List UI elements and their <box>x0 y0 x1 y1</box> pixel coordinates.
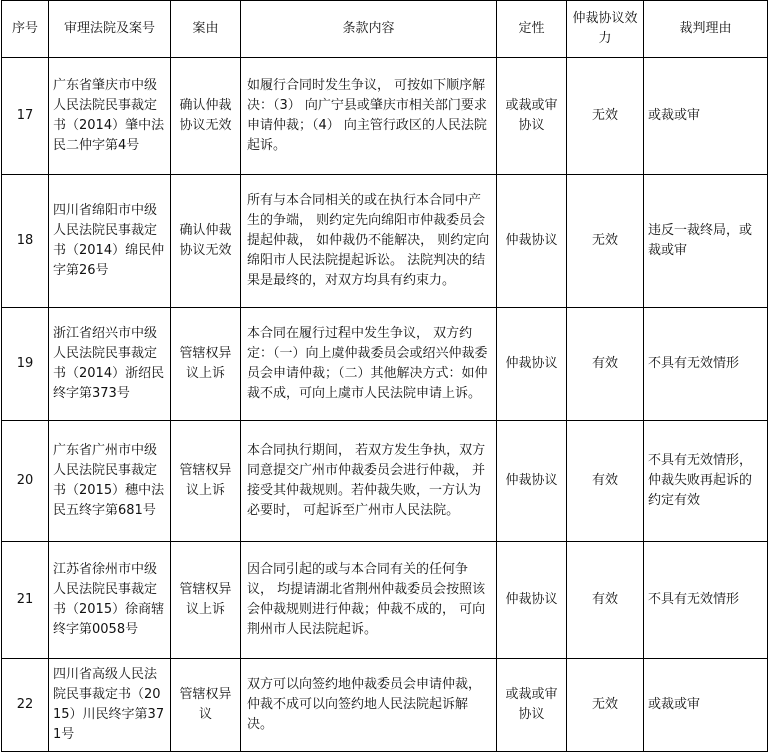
cell-court: 江苏省徐州市中级人民法院民事裁定书（2015）徐商辖终字第0058号 <box>49 542 171 659</box>
cell-terms: 如履行合同时发生争议， 可按如下顺序解决：（3） 向广宁县或肇庆市相关部门要求申请仲裁；（4） 向主管行政区的人民法院起诉。 <box>241 58 497 175</box>
header-nature: 定性 <box>497 1 567 58</box>
cell-no: 22 <box>2 659 49 752</box>
case-table <box>1 0 768 752</box>
cell-validity: 无效 <box>567 58 644 175</box>
cell-terms: 本合同执行期间， 若双方发生争执，双方同意提交广州市仲裁委员会进行仲裁， 并接受其仲裁规则。若仲裁失败，一方认为必要时， 可起诉至广州市人民法院。 <box>241 421 497 542</box>
cell-reason: 不具有无效情形，仲裁失败再起诉的约定有效 <box>644 421 768 542</box>
header-terms: 条款内容 <box>241 1 497 58</box>
cell-nature: 仲裁协议 <box>497 175 567 308</box>
cell-nature: 或裁或审协议 <box>497 659 567 752</box>
cell-nature: 仲裁协议 <box>497 308 567 421</box>
table-row <box>2 58 768 175</box>
cell-cause: 管辖权异议上诉 <box>171 542 241 659</box>
cell-nature: 仲裁协议 <box>497 421 567 542</box>
cell-cause: 管辖权异议上诉 <box>171 308 241 421</box>
cell-reason: 不具有无效情形 <box>644 542 768 659</box>
table-row <box>2 308 768 421</box>
table-row <box>2 659 768 752</box>
cell-nature: 仲裁协议 <box>497 542 567 659</box>
table-row <box>2 542 768 659</box>
cell-court: 广东省肇庆市中级人民法院民事裁定书（2014）肇中法民二仲字第4号 <box>49 58 171 175</box>
header-row <box>2 1 768 58</box>
cell-no: 21 <box>2 542 49 659</box>
header-no: 序号 <box>2 1 49 58</box>
cell-validity: 有效 <box>567 308 644 421</box>
table-row <box>2 175 768 308</box>
cell-court: 浙江省绍兴市中级人民法院民事裁定书（2014）浙绍民终字第373号 <box>49 308 171 421</box>
cell-reason: 或裁或审 <box>644 659 768 752</box>
cell-validity: 有效 <box>567 542 644 659</box>
cell-cause: 管辖权异议上诉 <box>171 421 241 542</box>
cell-cause: 确认仲裁协议无效 <box>171 175 241 308</box>
cell-reason: 或裁或审 <box>644 58 768 175</box>
cell-no: 19 <box>2 308 49 421</box>
cell-validity: 无效 <box>567 175 644 308</box>
header-validity: 仲裁协议效力 <box>567 1 644 58</box>
cell-terms: 因合同引起的或与本合同有关的任何争议， 均提请湖北省荆州仲裁委员会按照该会仲裁规则进行仲裁；仲裁不成的， 可向荆州市人民法院起诉。 <box>241 542 497 659</box>
cell-cause: 管辖权异议 <box>171 659 241 752</box>
cell-validity: 无效 <box>567 659 644 752</box>
header-court: 审理法院及案号 <box>49 1 171 58</box>
cell-court: 广东省广州市中级人民法院民事裁定书（2015）穗中法民五终字第681号 <box>49 421 171 542</box>
cell-court: 四川省高级人民法院民事裁定书（2015）川民终字第371号 <box>49 659 171 752</box>
cell-terms: 本合同在履行过程中发生争议， 双方约定：（一）向上虞仲裁委员会或绍兴仲裁委员会申请仲裁；（二）其他解决方式：如仲裁不成，可向上虞市人民法院申请上诉。 <box>241 308 497 421</box>
cell-validity: 有效 <box>567 421 644 542</box>
cell-terms: 双方可以向签约地仲裁委员会申请仲裁， 仲裁不成可以向签约地人民法院起诉解决。 <box>241 659 497 752</box>
cell-reason: 违反一裁终局，或裁或审 <box>644 175 768 308</box>
cell-reason: 不具有无效情形 <box>644 308 768 421</box>
cell-no: 20 <box>2 421 49 542</box>
header-cause: 案由 <box>171 1 241 58</box>
cell-court: 四川省绵阳市中级人民法院民事裁定书（2014）绵民仲字第26号 <box>49 175 171 308</box>
cell-nature: 或裁或审协议 <box>497 58 567 175</box>
cell-terms: 所有与本合同相关的或在执行本合同中产生的争端， 则约定先向绵阳市仲裁委员会提起仲裁， 如仲裁仍不能解决， 则约定向绵阳市人民法院提起诉讼。 法院判决的结果是最终的，对双方均具有约束力。 <box>241 175 497 308</box>
table-row <box>2 421 768 542</box>
cell-no: 17 <box>2 58 49 175</box>
cell-cause: 确认仲裁协议无效 <box>171 58 241 175</box>
header-reason: 裁判理由 <box>644 1 768 58</box>
cell-no: 18 <box>2 175 49 308</box>
